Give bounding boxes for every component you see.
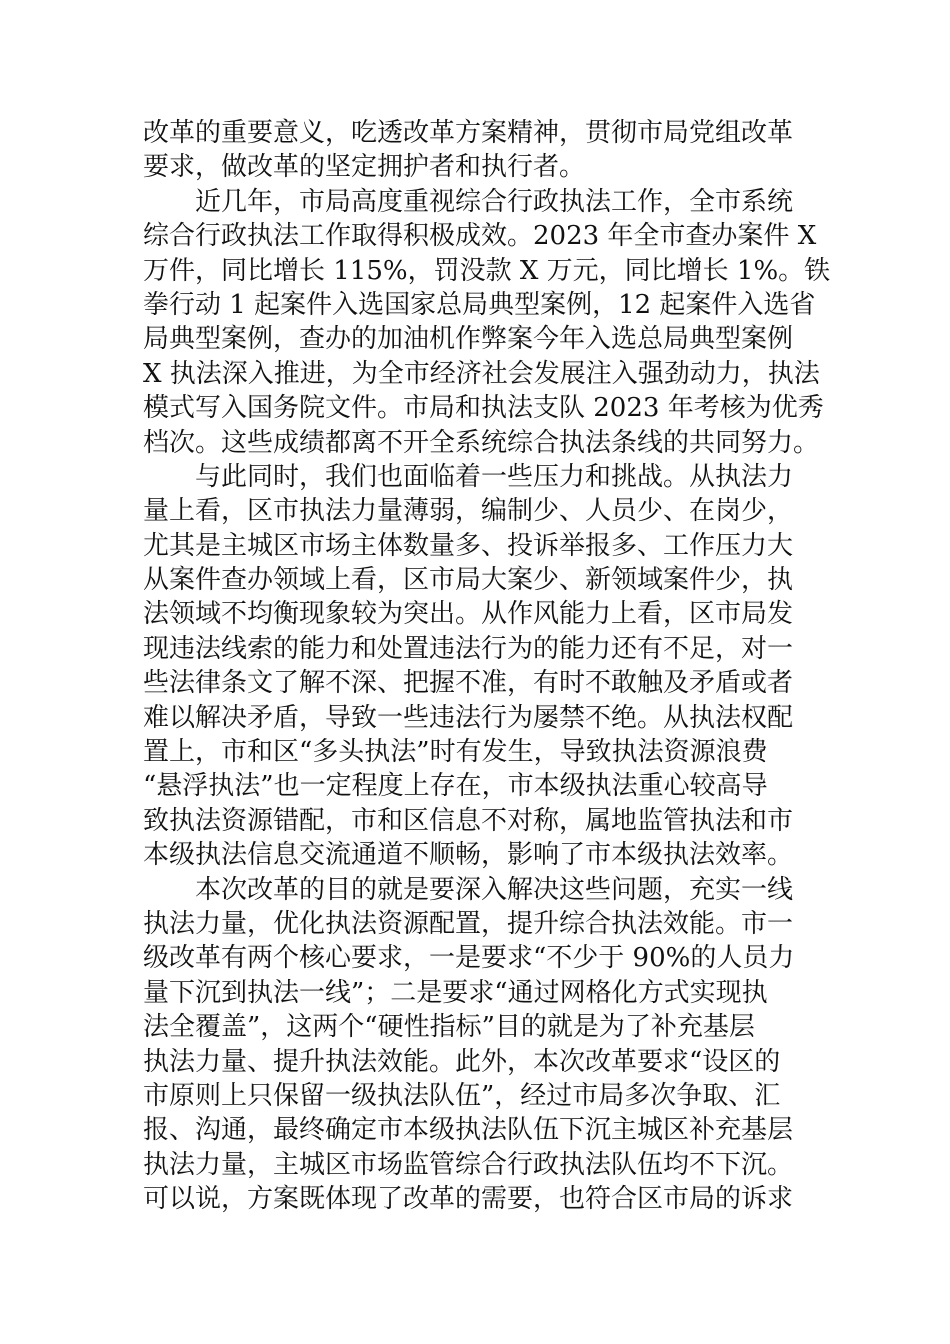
- text-line: 量下沉到执法一线”；二是要求“通过网格化方式实现执: [143, 977, 768, 1008]
- paragraph-start-line: 本次改革的目的就是要深入解决这些问题，充实一线: [195, 874, 794, 905]
- text-line: 级改革有两个核心要求，一是要求“不少于 90%的人员力: [143, 943, 795, 974]
- text-line: X 执法深入推进，为全市经济社会发展注入强劲动力，执法: [143, 358, 820, 389]
- text-line: 模式写入国务院文件。市局和执法支队 2023 年考核为优秀: [143, 393, 824, 424]
- text-line: 现违法线索的能力和处置违法行为的能力还有不足，对一: [143, 633, 794, 664]
- text-line: 万件，同比增长 115%，罚没款 X 万元，同比增长 1%。铁: [143, 255, 831, 286]
- paragraph-start-line: 近几年，市局高度重视综合行政执法工作，全市系统: [195, 186, 794, 217]
- paragraph-start-line: 与此同时，我们也面临着一些压力和挑战。从执法力: [195, 461, 794, 492]
- text-line: 置上，市和区“多头执法”时有发生，导致执法资源浪费: [143, 737, 768, 768]
- text-line: 市原则上只保留一级执法队伍”，经过市局多次争取、汇: [143, 1080, 781, 1111]
- text-line: 档次。这些成绩都离不开全系统综合执法条线的共同努力。: [143, 427, 820, 458]
- text-line: “悬浮执法”也一定程度上存在，市本级执法重心较高导: [143, 771, 768, 802]
- text-line: 要求，做改革的坚定拥护者和执行者。: [143, 152, 586, 183]
- text-line: 难以解决矛盾，导致一些违法行为屡禁不绝。从执法权配: [143, 702, 794, 733]
- text-line: 从案件查办领域上看，区市局大案少、新领域案件少，执: [143, 565, 794, 596]
- text-line: 改革的重要意义，吃透改革方案精神，贯彻市局党组改革: [143, 118, 794, 148]
- text-line: 量上看，区市执法力量薄弱，编制少、人员少、在岗少，: [143, 496, 794, 527]
- text-line: 可以说，方案既体现了改革的需要，也符合区市局的诉求: [143, 1184, 794, 1215]
- text-line: 法领域不均衡现象较为突出。从作风能力上看，区市局发: [143, 599, 794, 630]
- text-line: 拳行动 1 起案件入选国家总局典型案例，12 起案件入选省: [143, 289, 816, 320]
- text-line: 尤其是主城区市场主体数量多、投诉举报多、工作压力大: [143, 530, 794, 561]
- text-line: 法全覆盖”，这两个“硬性指标”目的就是为了补充基层: [143, 1012, 755, 1043]
- text-line: 局典型案例，查办的加油机作弊案今年入选总局典型案例: [143, 324, 794, 355]
- text-line: 执法力量、提升执法效能。此外，本次改革要求“设区的: [143, 1046, 781, 1077]
- text-line: 综合行政执法工作取得积极成效。2023 年全市查办案件 X: [143, 221, 817, 252]
- text-line: 报、沟通，最终确定市本级执法队伍下沉主城区补充基层: [143, 1115, 794, 1146]
- text-line: 执法力量，主城区市场监管综合行政执法队伍均不下沉。: [143, 1149, 794, 1180]
- text-line: 致执法资源错配，市和区信息不对称，属地监管执法和市: [143, 805, 794, 836]
- text-line: 本级执法信息交流通道不顺畅，影响了市本级执法效率。: [143, 840, 794, 871]
- text-line: 执法力量，优化执法资源配置，提升综合执法效能。市一: [143, 908, 794, 939]
- document-body: [143, 116, 831, 1217]
- text-line: 些法律条文了解不深、把握不准，有时不敢触及矛盾或者: [143, 668, 794, 699]
